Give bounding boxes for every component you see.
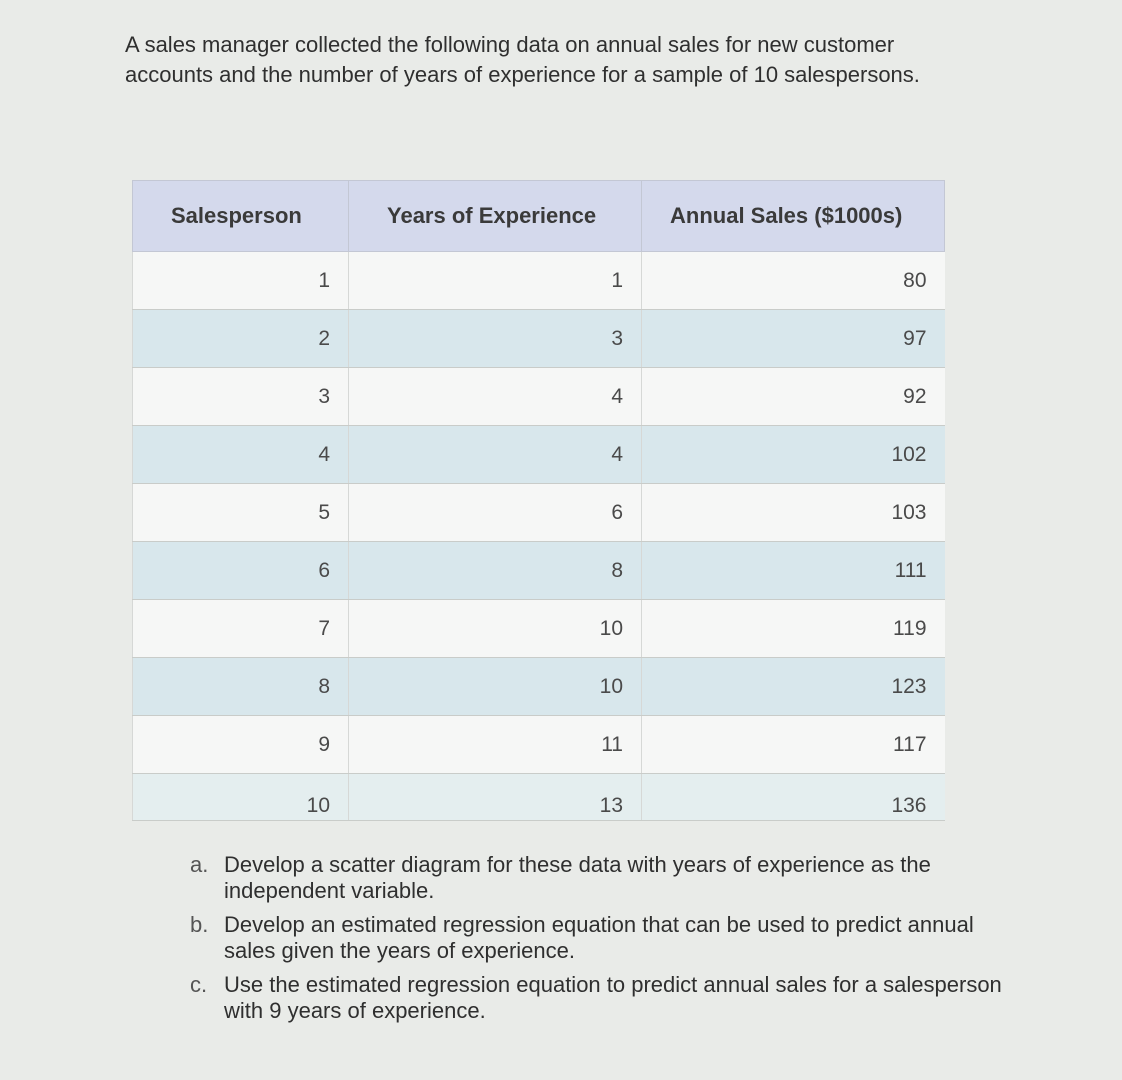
question-b [190, 912, 1030, 964]
table-header-row [133, 181, 945, 252]
years-cell: 6 [349, 484, 642, 542]
salesperson-cell: 3 [133, 368, 349, 426]
problem-statement-line-1: A sales manager collected the following data on annual sales for new customer [125, 32, 895, 57]
question-c [190, 972, 1030, 1024]
years-cell: 4 [349, 426, 642, 484]
years-cell: 10 [349, 600, 642, 658]
salesperson-cell: 2 [133, 310, 349, 368]
years-cell: 11 [349, 716, 642, 774]
sales-cell: 111 [642, 542, 945, 600]
problem-statement-line-2: accounts and the number of years of experience for a sample of 10 salespersons. [125, 62, 920, 87]
salesperson-cell: 7 [133, 600, 349, 658]
table-row [133, 252, 945, 310]
header-annual-sales: Annual Sales ($1000s) [642, 181, 945, 252]
years-cell: 1 [349, 252, 642, 310]
sales-cell: 97 [642, 310, 945, 368]
question-text: Develop an estimated regression equation that can be used to predict annual sales given the years of experience. [224, 912, 974, 963]
table-row [133, 716, 945, 774]
question-letter: b. [190, 912, 209, 937]
question-text: Develop a scatter diagram for these data with years of experience as the independent variable. [224, 852, 931, 903]
sales-cell: 102 [642, 426, 945, 484]
table-row [133, 600, 945, 658]
sales-cell: 92 [642, 368, 945, 426]
table-row [133, 484, 945, 542]
table-row [133, 368, 945, 426]
years-cell: 13 [349, 774, 642, 821]
table-row [133, 658, 945, 716]
header-years-of-experience: Years of Experience [349, 181, 642, 252]
salesperson-cell: 9 [133, 716, 349, 774]
years-cell: 10 [349, 658, 642, 716]
question-letter: c. [190, 972, 208, 997]
sales-cell: 123 [642, 658, 945, 716]
data-table [132, 180, 945, 821]
sales-cell: 117 [642, 716, 945, 774]
years-cell: 8 [349, 542, 642, 600]
sales-cell: 80 [642, 252, 945, 310]
table-row [133, 310, 945, 368]
salesperson-cell: 8 [133, 658, 349, 716]
table-row [133, 542, 945, 600]
table-row [133, 426, 945, 484]
years-cell: 3 [349, 310, 642, 368]
sales-cell: 136 [642, 774, 945, 821]
header-salesperson: Salesperson [133, 181, 349, 252]
salesperson-cell: 6 [133, 542, 349, 600]
question-a [190, 852, 1030, 904]
sales-cell: 119 [642, 600, 945, 658]
data-table-container [132, 180, 944, 821]
sales-cell: 103 [642, 484, 945, 542]
years-cell: 4 [349, 368, 642, 426]
salesperson-cell: 4 [133, 426, 349, 484]
problem-statement [125, 30, 1055, 90]
question-letter: a. [190, 852, 209, 877]
question-list [190, 852, 1030, 1032]
salesperson-cell: 10 [133, 774, 349, 821]
salesperson-cell: 5 [133, 484, 349, 542]
salesperson-cell: 1 [133, 252, 349, 310]
table-row [133, 774, 945, 821]
question-text: Use the estimated regression equation to predict annual sales for a salesperson with 9 years of experience. [224, 972, 1002, 1023]
